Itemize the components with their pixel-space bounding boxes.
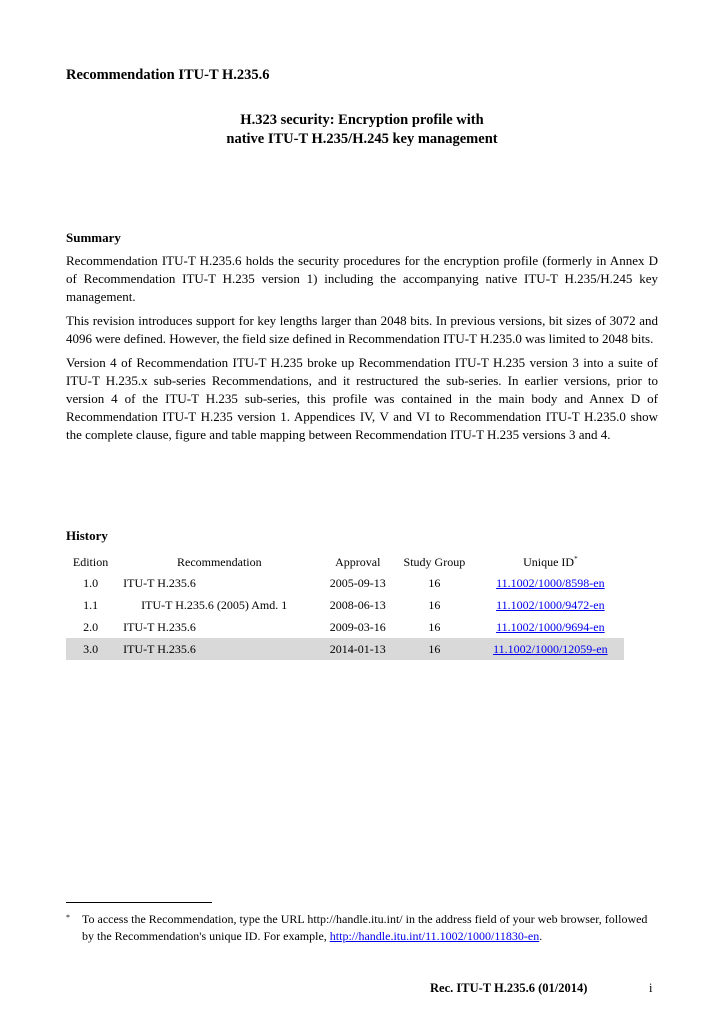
footnote-divider [66,902,212,903]
unique-id-link[interactable]: 11.1002/1000/8598-en [496,575,605,590]
column-header-unique-id-label: Unique ID [523,554,575,569]
study-group-cell: 16 [428,575,441,590]
unique-id-cell [477,572,624,594]
footnote-text-before-link: To access the Recommendation, type the URL http://handle.itu.int/ in the address field of your web browser, followed by the Recommendation's unique ID. For example, [82,912,648,943]
table-row [66,616,624,638]
edition-cell: 2.0 [83,619,99,634]
column-header-approval: Approval [335,554,381,569]
approval-cell: 2009-03-16 [329,619,386,634]
history-table-header-row [66,552,624,572]
summary-paragraph-1: Recommendation ITU-T H.235.6 holds the security procedures for the encryption profile (formerly in Annex D of Recommendation ITU-T H.235 version 1) including the accompanying native ITU-T H.235/H.245 key management. [66,253,658,304]
history-heading: History [66,528,108,543]
column-header-unique-id [477,552,624,572]
unique-id-link[interactable]: 11.1002/1000/12059-en [493,641,608,656]
study-group-cell: 16 [428,597,441,612]
unique-id-cell [477,594,624,616]
recommendation-cell: ITU-T H.235.6 [123,575,196,590]
table-row-current-edition [66,638,624,660]
summary-heading: Summary [66,230,121,245]
footnote-example-link[interactable]: http://handle.itu.int/11.1002/1000/11830-en [329,929,540,943]
footnote-mark: * [66,913,70,922]
footnote-reference-mark: * [574,554,578,563]
study-group-cell: 16 [428,641,441,656]
unique-id-link[interactable]: 11.1002/1000/9694-en [496,619,605,634]
recommendation-cell: ITU-T H.235.6 [123,641,196,656]
recommendation-cell: ITU-T H.235.6 [123,619,196,634]
page-number: i [649,981,653,995]
document-title-line-2: native ITU-T H.235/H.245 key management [226,131,498,147]
document-title-line-1: H.323 security: Encryption profile with [240,112,484,128]
approval-cell: 2014-01-13 [329,641,386,656]
approval-cell: 2008-06-13 [329,597,386,612]
recommendation-header: Recommendation ITU-T H.235.6 [66,67,270,83]
document-title [66,111,658,149]
unique-id-link[interactable]: 11.1002/1000/9472-en [496,597,605,612]
footnote-text-after-link: . [539,929,543,943]
edition-cell: 3.0 [83,641,99,656]
edition-cell: 1.0 [83,575,99,590]
table-row [66,572,624,594]
footnote [66,911,658,945]
approval-cell: 2005-09-13 [329,575,386,590]
column-header-edition: Edition [72,554,109,569]
unique-id-cell [477,638,624,660]
page-footer-reference: Rec. ITU-T H.235.6 (01/2014) [430,981,588,995]
column-header-recommendation: Recommendation [176,554,262,569]
history-table [66,552,624,660]
footnote-text [66,911,658,945]
summary-paragraph-2: This revision introduces support for key lengths larger than 2048 bits. In previous versions, bit sizes of 3072 and 4096 were defined. However, the field size defined in Recommendation ITU-T H.235.0 was limited to 2048 bits. [66,313,658,346]
summary-body [66,252,658,450]
recommendation-cell: ITU-T H.235.6 (2005) Amd. 1 [141,597,288,612]
unique-id-cell [477,616,624,638]
study-group-cell: 16 [428,619,441,634]
edition-cell: 1.1 [83,597,99,612]
summary-paragraph-3: Version 4 of Recommendation ITU-T H.235 broke up Recommendation ITU-T H.235 version 3 into a suite of ITU-T H.235.x sub-series Recommendations, and it restructured the sub-series. In earlier versions, prior to version 4 of the ITU-T H.235 sub-series, this profile was contained in the main body and Annex D of Recommendation ITU-T H.235 version 1. Appendices IV, V and VI to Recommendation ITU-T H.235.0 show the complete clause, figure and table mapping between Recommendation ITU-T H.235 versions 3 and 4. [66,355,658,442]
table-row [66,594,624,616]
column-header-study-group: Study Group [403,554,466,569]
